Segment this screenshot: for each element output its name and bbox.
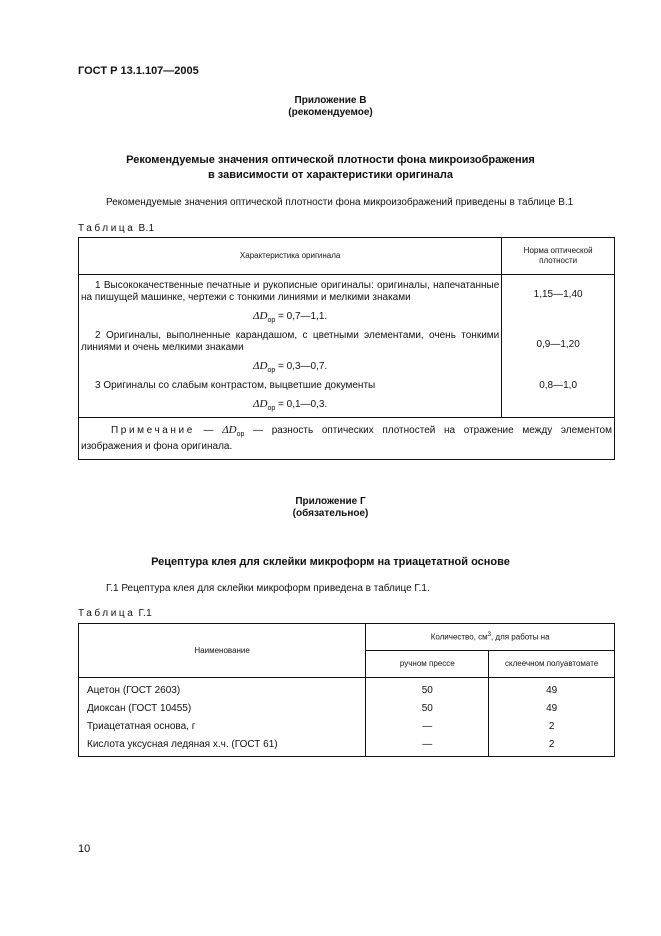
table-g1-row1-name: Ацетон (ГОСТ 2603)	[79, 678, 366, 701]
appendix-b-heading-line1: Рекомендуемые значения оптической плотности фона микроизображения	[126, 154, 535, 166]
table-row	[79, 678, 615, 701]
appendix-g-title: Приложение Г	[295, 496, 366, 507]
table-row	[79, 330, 615, 380]
table-b1-label-word: Таблица	[78, 223, 136, 234]
table-g1-row3-manual: —	[366, 718, 489, 736]
table-g1-header-row	[79, 624, 615, 651]
table-g1	[78, 623, 615, 757]
table-b1-label	[78, 223, 154, 236]
table-b1-row1-norm: 1,15—1,40	[533, 289, 583, 300]
table-b1-row1-characteristic	[79, 275, 502, 330]
table-row	[79, 718, 615, 736]
table-b1-row3-characteristic	[79, 380, 502, 418]
table-b1-row2-delta: $\Delta D_{ор}$ = 0,3—0,7.	[253, 359, 328, 374]
table-g1-row3-semi: 2	[548, 720, 555, 732]
table-row	[79, 700, 615, 718]
table-g1-row2-manual: 50	[366, 700, 489, 718]
appendix-g-status: (обязательное)	[292, 508, 369, 519]
table-g1-row4-semi: 2	[548, 738, 555, 750]
table-b1-col-norm-header: Норма оптической плотности	[502, 238, 615, 275]
table-b1-row3-norm: 0,8—1,0	[539, 379, 578, 391]
table-b1-col-characteristic-header: Характеристика оригинала	[79, 238, 502, 275]
table-b1-row2-characteristic	[79, 330, 502, 380]
table-row	[79, 380, 615, 418]
table-b1-row1-text: 1 Высококачественные печатные и рукописные оригиналы: оригиналы, напечатанные на пишущей машинке, чертежи с тонкими линиями и мелкими знаками	[81, 280, 500, 303]
table-g1-row2-semi: 49	[546, 702, 558, 714]
appendix-b-title: Приложение В	[294, 95, 367, 106]
table-row	[79, 275, 615, 330]
table-b1-note-row	[79, 418, 615, 460]
appendix-b-status: (рекомендуемое)	[288, 107, 373, 118]
appendix-b-heading-line2: в зависимости от характеристики оригинала	[207, 169, 453, 181]
table-row	[79, 736, 615, 757]
table-b1-row2-text: 2 Оригиналы, выполненные карандашом, с цветными элементами, очень тонкими линиями и очень мелкими знаками	[81, 329, 500, 353]
table-g1-row4-manual: —	[366, 736, 489, 757]
table-g1-label-word: Таблица	[78, 608, 136, 619]
table-b1	[78, 237, 615, 460]
table-b1-row3-text: 3 Оригиналы со слабым контрастом, выцветшие документы	[95, 379, 376, 391]
appendix-g-heading: Рецептура клея для склейки микроформ на триацетатной основе	[151, 556, 510, 568]
table-g1-row1-manual: 50	[366, 678, 489, 701]
table-b1-header-row	[79, 238, 615, 275]
table-g1-row4-name: Кислота уксусная ледяная х.ч. (ГОСТ 61)	[79, 736, 366, 757]
table-b1-note: Примечание — $\Delta D_{ор}$ — разность оптических плотностей на отражение между элементом изображения и фона оригинала.	[79, 418, 615, 460]
table-g1-label	[78, 608, 152, 621]
appendix-b-intro: Рекомендуемые значения оптической плотности фона микроизображений приведены в таблице В.1	[106, 197, 574, 208]
table-b1-label-number: В.1	[138, 223, 155, 234]
table-b1-row1-delta: $\Delta D_{ор}$ = 0,7—1,1.	[253, 310, 328, 324]
document-code: ГОСТ Р 13.1.107—2005	[78, 65, 199, 77]
table-b1-row2-norm: 0,9—1,20	[536, 338, 580, 350]
table-b1-row3-delta: $\Delta D_{ор}$ = 0,1—0,3.	[253, 397, 328, 412]
table-g1-col-name-header: Наименование	[79, 624, 366, 678]
table-g1-col-manual-header: ручном прессе	[366, 651, 489, 678]
table-g1-col-qty-header: Количество, $см^3$, для работы на	[366, 624, 615, 651]
table-g1-row3-name: Триацетатная основа, г	[79, 718, 366, 736]
page-number: 10	[78, 843, 91, 855]
table-g1-row2-name: Диоксан (ГОСТ 10455)	[79, 700, 366, 718]
appendix-g-intro: Г.1 Рецептура клея для склейки микроформ приведена в таблице Г.1.	[106, 583, 430, 594]
table-g1-label-number: Г.1	[138, 608, 152, 619]
table-g1-row1-semi: 49	[546, 684, 558, 696]
table-g1-col-semi-header: склеечном полуавтомате	[489, 651, 615, 678]
table-b1-note-word: Примечание	[111, 425, 195, 437]
